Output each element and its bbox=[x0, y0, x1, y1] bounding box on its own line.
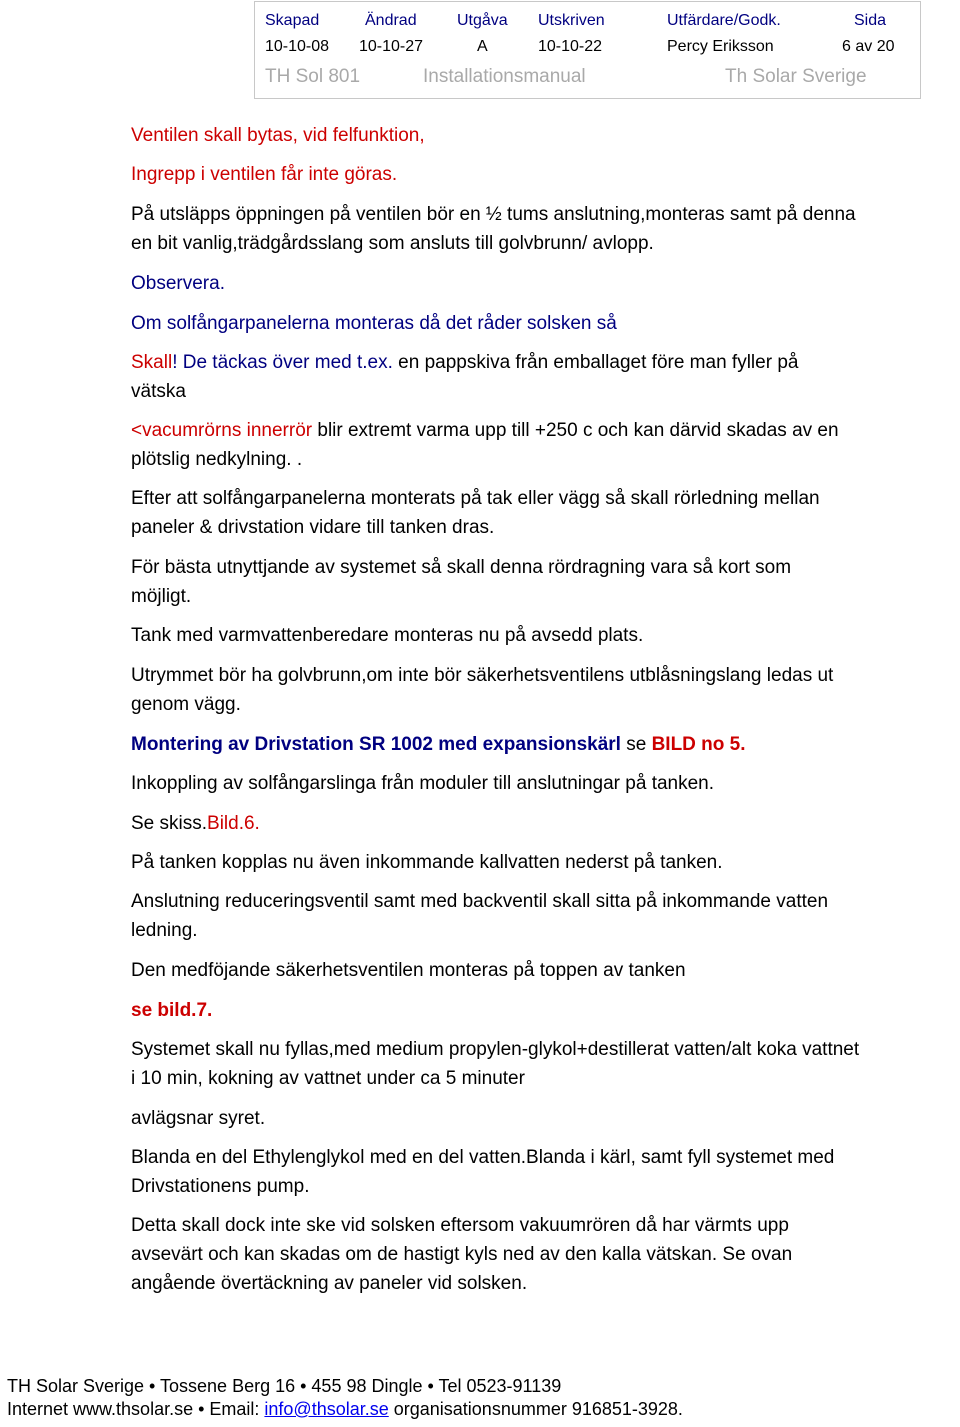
paragraph-glycol-2: Drivstationens pump. bbox=[131, 1176, 310, 1197]
text-bild-5: BILD no 5. bbox=[651, 734, 746, 755]
paragraph-outlet-1: På utsläpps öppningen på ventilen bör en ½ tums anslutning,monteras samt på denna bbox=[131, 204, 856, 225]
paragraph-short-2: möjligt. bbox=[131, 586, 192, 607]
text-skall: Skall bbox=[131, 352, 173, 373]
paragraph-outlet-2: en bit vanlig,trädgårdsslang som ansluts till golvbrunn/ avlopp. bbox=[131, 233, 654, 254]
body-line-1: Ventilen skall bytas, vid felfunktion, bbox=[131, 125, 425, 146]
text-cover: ! De täckas över med t.ex. bbox=[172, 352, 393, 373]
paragraph-cold-water: På tanken kopplas nu även inkommande kallvatten nederst på tanken. bbox=[131, 852, 723, 873]
text-inner-tube: <vacumrörns innerrör bbox=[131, 420, 313, 441]
paragraph-tank: Tank med varmvattenberedare monteras nu på avsedd plats. bbox=[131, 625, 644, 646]
header-doc-id: TH Sol 801 bbox=[265, 66, 361, 87]
header-label-changed: Ändrad bbox=[365, 12, 417, 29]
paragraph-fill-1: Systemet skall nu fyllas,med medium propylen-glykol+destillerat vatten/alt koka vattnet bbox=[131, 1039, 860, 1060]
paragraph-bild-7: se bild.7. bbox=[131, 1000, 213, 1021]
footer-contact-prefix: Internet www.thsolar.se • Email: bbox=[7, 1399, 265, 1419]
text-tubes-rest: blir extremt varma upp till +250 c och kan därvid skadas av en bbox=[312, 420, 839, 441]
paragraph-warning-1: Detta skall dock inte ske vid solsken eftersom vakuumrören då har värmts upp bbox=[131, 1215, 789, 1236]
header-label-created: Skapad bbox=[265, 12, 320, 29]
paragraph-glycol-1: Blanda en del Ethylenglykol med en del vatten.Blanda i kärl, samt fyll systemet med bbox=[131, 1147, 835, 1168]
paragraph-valve-2: ledning. bbox=[131, 920, 198, 941]
header-value-created: 10-10-08 bbox=[265, 38, 330, 55]
paragraph-sunshine: Om solfångarpanelerna monteras då det råder solsken så bbox=[131, 313, 617, 334]
body-line-2: Ingrepp i ventilen får inte göras. bbox=[131, 164, 398, 185]
text-mounting-heading: Montering av Drivstation SR 1002 med expansionskärl bbox=[131, 734, 621, 755]
document-header bbox=[254, 1, 921, 99]
header-label-edition: Utgåva bbox=[457, 12, 508, 29]
paragraph-tubes-1 bbox=[131, 416, 839, 445]
paragraph-connection: Inkoppling av solfångarslinga från moduler till anslutningar på tanken. bbox=[131, 773, 715, 794]
header-value-edition: A bbox=[477, 38, 488, 55]
paragraph-drain-1: Utrymmet bör ha golvbrunn,om inte bör säkerhetsventilens utblåsningslang ledas ut bbox=[131, 665, 834, 686]
footer-address: TH Solar Sverige • Tossene Berg 16 • 455 98 Dingle • Tel 0523-91139 bbox=[7, 1376, 562, 1396]
paragraph-cover-1 bbox=[131, 348, 798, 377]
text-see-sketch: Se skiss. bbox=[131, 813, 208, 834]
paragraph-oxygen: avlägsnar syret. bbox=[131, 1108, 266, 1129]
footer-org-number: organisationsnummer 916851-3928. bbox=[388, 1399, 683, 1419]
text-se: se bbox=[620, 734, 652, 755]
paragraph-piping-2: paneler & drivstation vidare till tanken dras. bbox=[131, 517, 495, 538]
footer-contact bbox=[7, 1399, 683, 1420]
paragraph-cover-2: vätska bbox=[131, 381, 186, 402]
header-label-issuer: Utfärdare/Godk. bbox=[667, 12, 781, 29]
header-company: Th Solar Sverige bbox=[725, 66, 867, 87]
paragraph-short-1: För bästa utnyttjande av systemet så skall denna rördragning vara så kort som bbox=[131, 557, 792, 578]
footer-email-link[interactable]: info@thsolar.se bbox=[264, 1399, 389, 1419]
paragraph-piping-1: Efter att solfångarpanelerna monterats på tak eller vägg så skall rörledning mellan bbox=[131, 488, 820, 509]
header-label-printed: Utskriven bbox=[538, 12, 605, 29]
paragraph-warning-2: avsevärt och kan skadas om de hastigt kyls ned av den kalla vätskan. Se ovan bbox=[131, 1244, 793, 1265]
text-cardboard: en pappskiva från emballaget före man fyller på bbox=[392, 352, 799, 373]
paragraph-drain-2: genom vägg. bbox=[131, 694, 241, 715]
paragraph-safety-valve: Den medföjande säkerhetsventilen monteras på toppen av tanken bbox=[131, 960, 686, 981]
paragraph-sketch bbox=[131, 809, 260, 838]
text-bild-6: Bild.6. bbox=[207, 813, 260, 834]
paragraph-observe: Observera. bbox=[131, 273, 225, 294]
header-value-issuer: Percy Eriksson bbox=[667, 38, 774, 55]
paragraph-warning-3: angående övertäckning av paneler vid solsken. bbox=[131, 1273, 528, 1294]
header-value-printed: 10-10-22 bbox=[538, 38, 603, 55]
paragraph-drivstation bbox=[131, 730, 746, 759]
paragraph-fill-2: i 10 min, kokning av vattnet under ca 5 minuter bbox=[131, 1068, 525, 1089]
header-label-page: Sida bbox=[854, 12, 887, 29]
header-value-changed: 10-10-27 bbox=[359, 38, 424, 55]
header-doc-title: Installationsmanual bbox=[423, 66, 586, 87]
paragraph-valve-1: Anslutning reduceringsventil samt med backventil skall sitta på inkommande vatten bbox=[131, 891, 829, 912]
header-value-page: 6 av 20 bbox=[842, 38, 895, 55]
paragraph-tubes-2: plötslig nedkylning. . bbox=[131, 449, 303, 470]
